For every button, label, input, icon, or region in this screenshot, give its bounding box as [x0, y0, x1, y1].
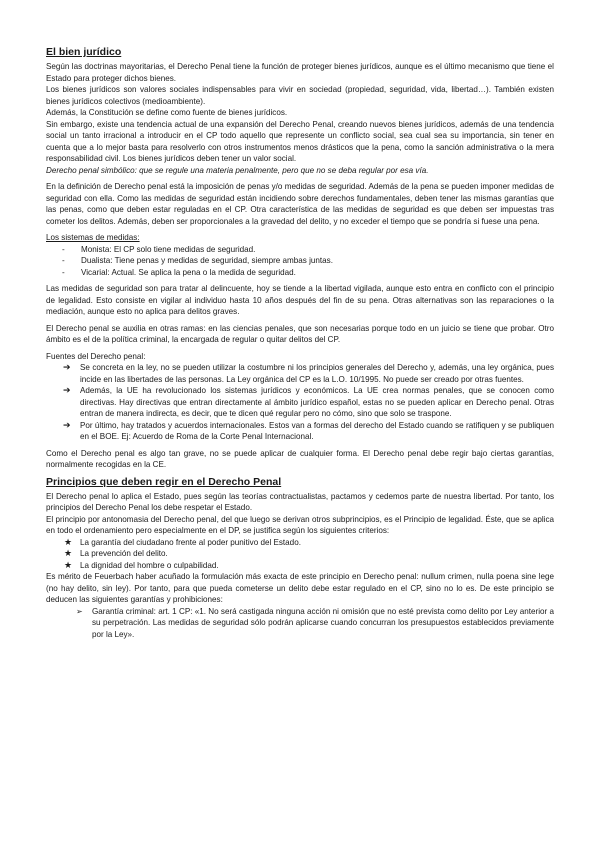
list-item-text: La dignidad del hombre o culpabilidad.: [80, 560, 219, 570]
arrow-bullet-icon: ➔: [63, 385, 71, 395]
list-item: [46, 560, 554, 572]
paragraph: En la definición de Derecho penal está la imposición de penas y/o medidas de seguridad. Además de la pena se pueden imponer medidas de seguridad con ella. Como las medidas de seguridad están incidiendo sobre derechos fundamentales, deben tener las mismas garantías que las penas, como que deben estar reguladas en el CP. Otra característica de las medidas de seguridad es que deben ser impuestas tras cometer los delitos. Además, deben ser proporcionales a la gravedad del delito, y no exceder el tiempo que se pondría si fuese una pena.: [46, 182, 554, 226]
list-item-text: Además, la UE ha revolucionado los sistemas jurídicos y económicos. La UE crea normas penales, que se conocen como directivas. Hay directivas que entran directamente al ámbito jurídico español, estas no se pueden aplicar en Derecho penal. Otras entran de manera indirecta, es decir, que te dicen qué regular pero no cómo, sino que solo se traspone.: [80, 386, 554, 418]
list-item-text: Garantía criminal: art. 1 CP: «1. No será castigada ninguna acción ni omisión que no esté prevista como delito por Ley anterior a su perpetración. Las medidas de seguridad sólo podrán aplicarse cuando concurran los presupuestos establecidos previamente por la Ley».: [92, 606, 554, 639]
dash-bullet: -: [62, 267, 65, 277]
paragraph: El principio por antonomasia del Derecho penal, del que luego se derivan otros subprincipios, es el Principio de legalidad. Éste, que se aplica en todo el ordenamiento pero especialmente en el DP, se justifica según los siguientes criterios:: [46, 514, 554, 535]
triangle-bullet-icon: ➢: [76, 606, 83, 616]
arrow-bullet-icon: ➔: [63, 362, 71, 372]
paragraph: Como el Derecho penal es algo tan grave, no se puede aplicar de cualquier forma. El Derecho penal debe regir bajo ciertas garantías, normalmente recogidas en la CE.: [46, 448, 554, 469]
list-item-text: Vicarial: Actual. Se aplica la pena o la medida de seguridad.: [81, 267, 296, 277]
list-item-text: Monista: El CP solo tiene medidas de seguridad.: [81, 244, 256, 254]
paragraph: Las medidas de seguridad son para tratar al delincuente, hoy se tiende a la libertad vigilada, aunque esto entra en conflicto con el principio de legalidad. Esto consiste en vigilar al individuo hasta 10 años después del fin de su pena. Otras alternativas son las reparaciones o la mediación, aunque esto no aplica para delitos graves.: [46, 284, 554, 316]
list-item: [46, 362, 554, 385]
paragraph: Además, la Constitución se define como fuente de bienes jurídicos.: [46, 108, 288, 117]
criteria-list: [46, 537, 554, 572]
paragraph: Según las doctrinas mayoritarias, el Derecho Penal tiene la función de proteger bienes jurídicos, aunque es el último mecanismo que tiene el Estado para proteger dichos bienes.: [46, 62, 554, 83]
guarantees-list: [46, 606, 554, 641]
list-item-text: Dualista: Tiene penas y medidas de seguridad, siempre ambas juntas.: [81, 256, 333, 265]
list-item-text: La garantía del ciudadano frente al poder punitivo del Estado.: [80, 537, 301, 547]
list-item: [46, 244, 554, 256]
list-item: [46, 385, 554, 420]
paragraph: Los bienes jurídicos son valores sociales indispensables para vivir en sociedad (propiedad, seguridad, vida, libertad…). También existen bienes jurídicos colectivos (medioambiente).: [46, 85, 554, 106]
list-item: [46, 255, 554, 267]
paragraph: Sin embargo, existe una tendencia actual de una expansión del Derecho Penal, creando nuevos bienes jurídicos, además de una tendencia social un tanto irracional a introducir en el CP todo aquello que represente un conflicto social, sea cual sea su importancia, sin tener en cuenta que a lo mejor basta para resolverlo con otros instrumentos menos drásticos que la pena, como la sanción administrativa o la mera responsabilidad civil. Los bienes jurídicos deben tener un valor social.: [46, 119, 554, 163]
list-item: [46, 420, 554, 443]
arrow-bullet-icon: ➔: [63, 419, 71, 430]
systems-heading-text: Los sistemas de medidas:: [46, 233, 140, 242]
list-item: [46, 548, 554, 560]
italic-definition: Derecho penal simbólico: que se regule una materia penalmente, pero que no se deba regular por esa vía.: [46, 165, 429, 175]
list-item-text: Por último, hay tratados y acuerdos internacionales. Estos van a formas del derecho del Estado cuando se ratifiquen y se publiquen en el BOE. Ej: Acuerdo de Roma de la Corte Penal Internacional.: [80, 420, 554, 441]
list-item-text: La prevención del delito.: [80, 549, 168, 558]
list-item: [46, 537, 554, 549]
star-bullet-icon: ★: [64, 548, 73, 558]
list-item-text: Se concreta en la ley, no se pueden utilizar la costumbre ni los principios generales del Derecho y, además, una ley orgánica, pues incide en las libertades de las personas. La Ley orgánica del CP es la L.O. 10/1995. No puede ser creado por otras fuentes.: [80, 363, 554, 384]
list-item: [46, 606, 554, 641]
sources-list: [46, 362, 554, 443]
systems-list: [46, 244, 554, 279]
dash-bullet: -: [62, 256, 65, 265]
systems-heading: [46, 232, 554, 244]
dash-bullet: -: [62, 244, 65, 254]
star-bullet-icon: ★: [64, 536, 73, 547]
list-item: [46, 267, 554, 279]
section-title-principios: Principios que deben regir en el Derecho Penal: [46, 475, 282, 488]
star-bullet-icon: ★: [64, 559, 73, 570]
paragraph: El Derecho penal se auxilia en otras ramas: en las ciencias penales, que son necesarias porque todo en un juicio se tiene que probar. Otro ámbito es el de la política criminal, la encargada de regular o quitar delitos del CP.: [46, 323, 554, 344]
section-title-bien-juridico: El bien jurídico: [46, 46, 122, 58]
sources-heading: Fuentes del Derecho penal:: [46, 351, 146, 361]
paragraph: Es mérito de Feuerbach haber acuñado la formulación más exacta de este principio en Derecho penal: nullum crimen, nulla poena sine lege (no hay delito, sin ley). Por tanto, para que pueda cometerse un delito debe estar regulado en el CP, sino no lo es. De este principio se deducen las siguientes garantías y prohibiciones:: [46, 572, 554, 604]
paragraph: El Derecho penal lo aplica el Estado, pues según las teorías contractualistas, pactamos y cedemos parte de nuestra libertad. Por tanto, los principios del Derecho Penal los debe respetar el Estado.: [46, 491, 554, 512]
